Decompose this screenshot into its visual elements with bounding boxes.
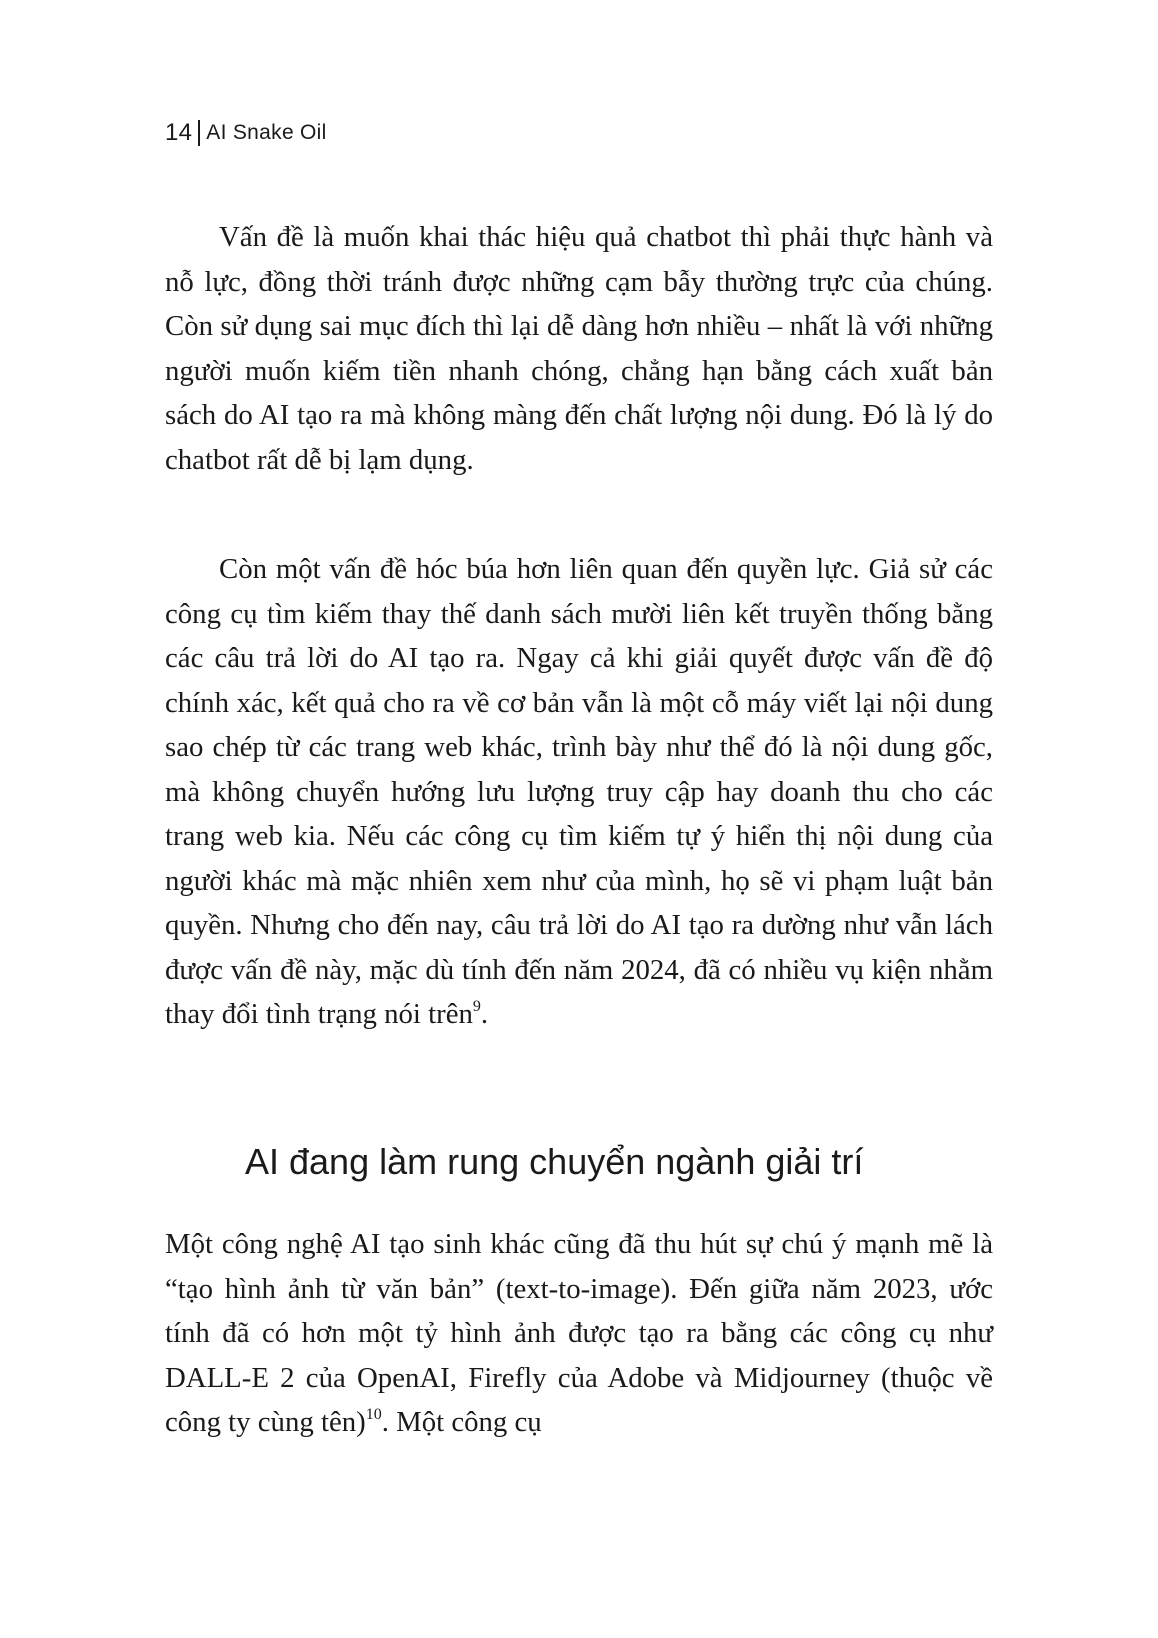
footnote-ref-9: 9: [472, 998, 481, 1015]
paragraph-2-text: Còn một vấn đề hóc búa hơn liên quan đến quyền lực. Giả sử các công cụ tìm kiếm thay thế danh sách mười liên kết truyền thống bằng các câu trả lời do AI tạo ra. Ngay cả khi giải quyết được vấn đề độ chính xác, kết quả cho ra về cơ bản vẫn là một cỗ máy viết lại nội dung sao chép từ các trang web khác, trình bày như thể đó là nội dung gốc, mà không chuyển hướng lưu lượng truy cập hay doanh thu cho các trang web kia. Nếu các công cụ tìm kiếm tự ý hiển thị nội dung của người khác mà mặc nhiên xem như của mình, họ sẽ vi phạm luật bản quyền. Nhưng cho đến nay, câu trả lời do AI tạo ra dường như vẫn lách được vấn đề này, mặc dù tính đến năm 2024, đã có nhiều vụ kiện nhằm thay đổi tình trạng nói trên: [165, 553, 993, 1030]
running-header: [165, 118, 327, 148]
page-number: 14: [165, 119, 193, 146]
running-title: AI Snake Oil: [206, 121, 327, 144]
paragraph-2-tail: .: [480, 998, 489, 1030]
paragraph-1: [165, 215, 993, 482]
paragraph-2: [165, 547, 993, 1037]
paragraph-1-text: Vấn đề là muốn khai thác hiệu quả chatbot thì phải thực hành và nỗ lực, đồng thời tránh được những cạm bẫy thường trực của chúng. Còn sử dụng sai mục đích thì lại dễ dàng hơn nhiều – nhất là với những người muốn kiếm tiền nhanh chóng, chẳng hạn bằng cách xuất bản sách do AI tạo ra mà không màng đến chất lượng nội dung. Đó là lý do chatbot rất dễ bị lạm dụng.: [165, 221, 993, 476]
paragraph-3-tail: . Một công cụ: [381, 1406, 542, 1438]
paragraph-3-text: Một công nghệ AI tạo sinh khác cũng đã thu hút sự chú ý mạnh mẽ là “tạo hình ảnh từ văn bản” (text-to-image). Đến giữa năm 2023, ước tính đã có hơn một tỷ hình ảnh được tạo ra bằng các công cụ như DALL-E 2 của OpenAI, Firefly của Adobe và Midjourney (thuộc về công ty cùng tên): [165, 1228, 993, 1438]
section-heading: AI đang làm rung chuyển ngành giải trí: [245, 1141, 864, 1182]
header-divider: [198, 120, 200, 146]
footnote-ref-10: 10: [365, 1406, 382, 1423]
paragraph-3: [165, 1222, 993, 1445]
text-block-3: [165, 1222, 993, 1445]
text-block-2: [165, 547, 993, 1037]
text-block-1: [165, 215, 993, 482]
